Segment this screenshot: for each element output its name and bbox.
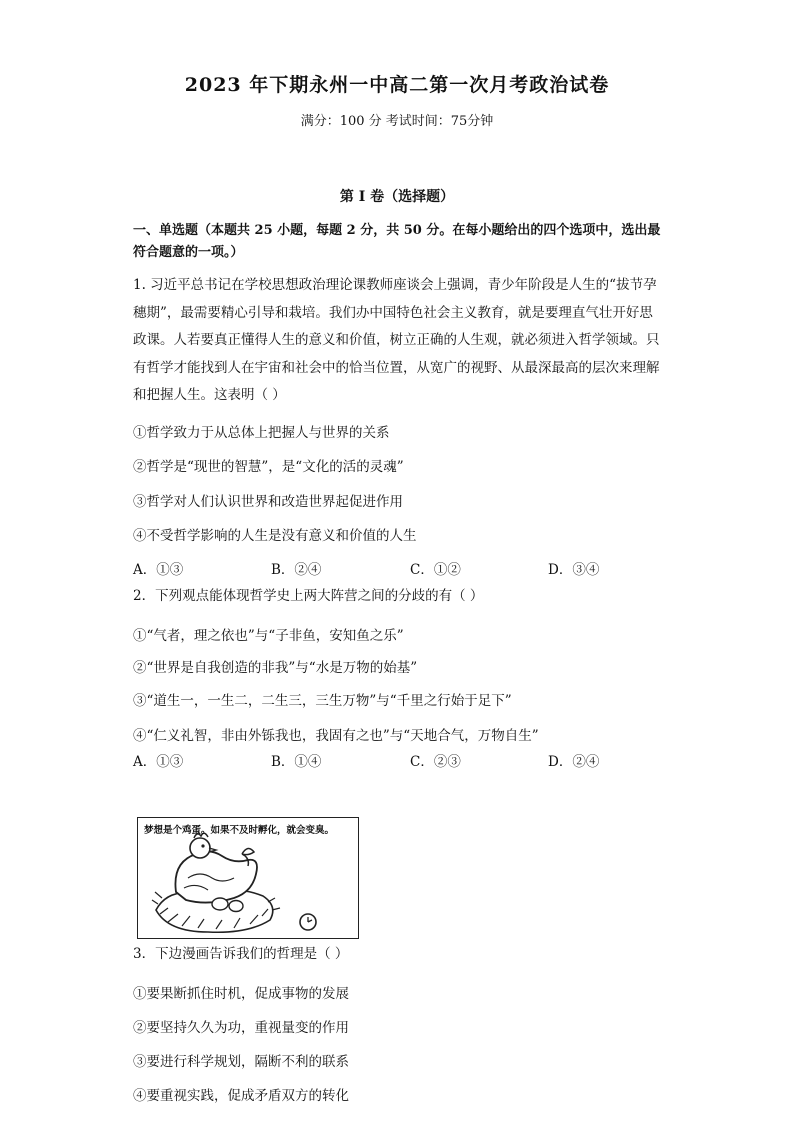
q3-option-3: ③要进行科学规划，隔断不利的联系	[133, 1054, 349, 1070]
cartoon-caption: 梦想是个鸡蛋。如果不及时孵化，就会变臭。	[144, 825, 335, 836]
q3-option-2: ②要坚持久久为功，重视量变的作用	[133, 1020, 349, 1036]
question-1-stem: 1. 习近平总书记在学校思想政治理论课教师座谈会上强调，青少年阶段是人生的“拔节孕穗期”，最需要精心引导和栽培。我们办中国特色社会主义教育，就是要理直气壮开好思政课。人若要真正懂得人生的意义和价值，树立正确的人生观，就必须进入哲学领域。只有哲学才能找到人在宇宙和社会中的恰当位置，从宽广的视野、从最深最高的层次来理解和把握人生。这表明（ ）	[133, 277, 660, 403]
question-2-stem: 2．下列观点能体现哲学史上两大阵营之间的分歧的有（ ）	[133, 588, 484, 604]
exam-subtitle: 满分：100 分 考试时间：75分钟	[300, 114, 494, 129]
q1-choice-b[interactable]: B．②④	[271, 562, 322, 578]
section-title: 第 I 卷（选择题）	[339, 189, 455, 205]
q1-choice-d[interactable]: D．③④	[548, 562, 600, 578]
q2-option-1: ①“气者，理之依也”与“子非鱼，安知鱼之乐”	[133, 628, 404, 644]
q3-option-1: ①要果断抓住时机，促成事物的发展	[133, 986, 349, 1002]
q2-option-4: ④“仁义礼智，非由外铄我也，我固有之也”与“天地合气，万物自生”	[133, 728, 539, 744]
q1-option-2: ②哲学是“现世的智慧”，是“文化的活的灵魂”	[133, 459, 404, 475]
q2-choice-a[interactable]: A．①③	[133, 754, 184, 770]
q2-option-3: ③“道生一，一生二，二生三，三生万物”与“千里之行始于足下”	[133, 693, 512, 709]
section-instructions: 一、单选题（本题共 25 小题，每题 2 分，共 50 分。在每小题给出的四个选项中，选出最符合题意的一项。）	[133, 223, 661, 260]
cartoon-image	[137, 817, 359, 939]
q3-option-4: ④要重视实践，促成矛盾双方的转化	[133, 1088, 349, 1104]
q1-option-3: ③哲学对人们认识世界和改造世界起促进作用	[133, 494, 403, 510]
q1-choice-c[interactable]: C．①②	[410, 562, 461, 578]
hen-on-eggs-illustration	[138, 818, 358, 938]
q2-choice-d[interactable]: D．②④	[548, 754, 600, 770]
q1-option-4: ④不受哲学影响的人生是没有意义和价值的人生	[133, 528, 417, 544]
q1-choice-a[interactable]: A．①③	[133, 562, 184, 578]
q2-choice-c[interactable]: C．②③	[410, 754, 461, 770]
question-3-stem: 3．下边漫画告诉我们的哲理是（ ）	[133, 946, 349, 962]
q1-option-1: ①哲学致力于从总体上把握人与世界的关系	[133, 425, 390, 441]
exam-title: 2023 年下期永州一中高二第一次月考政治试卷	[184, 74, 610, 96]
q2-option-2: ②“世界是自我创造的非我”与“水是万物的始基”	[133, 660, 418, 676]
q2-choice-b[interactable]: B．①④	[271, 754, 322, 770]
